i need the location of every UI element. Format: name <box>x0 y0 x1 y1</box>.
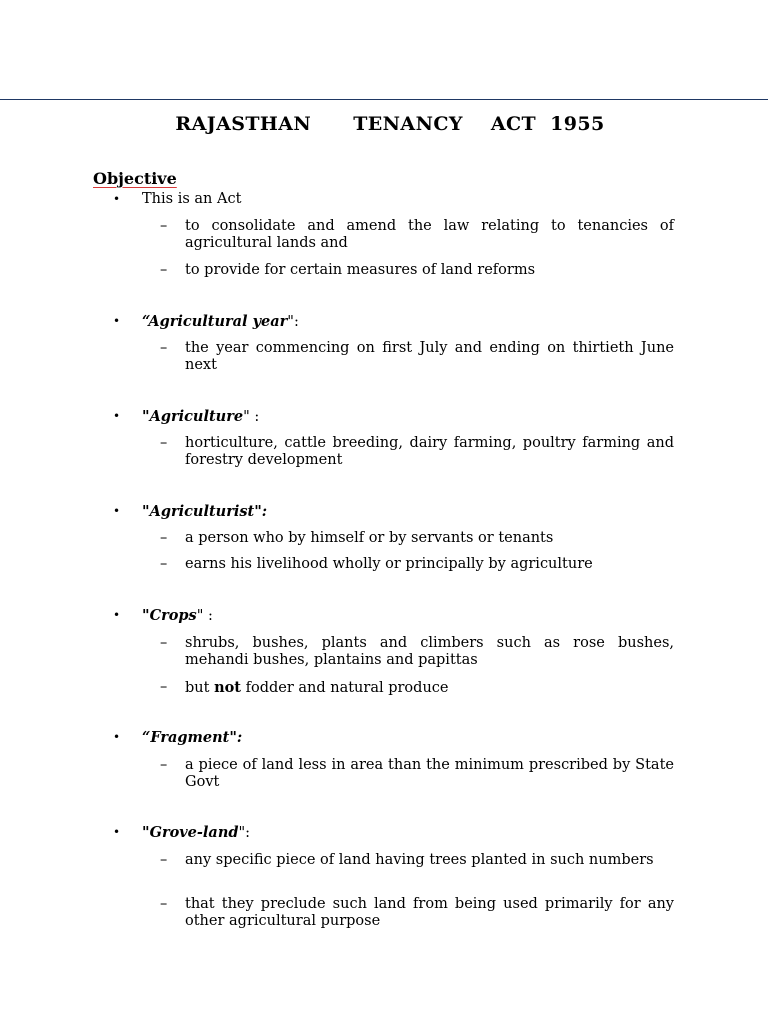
point-text-bold: not <box>214 679 241 696</box>
dash-icon: – <box>160 896 168 912</box>
definition-point-text: a piece of land less in area than the minimum prescribed by State Govt <box>185 757 674 790</box>
dash-icon: – <box>160 340 168 356</box>
bullet-icon: • <box>113 192 121 206</box>
term-open-quote: " <box>142 503 150 520</box>
point-text-after: fodder and natural produce <box>240 680 449 696</box>
term-open-quote: “ <box>142 729 151 746</box>
dash-icon: – <box>160 852 168 868</box>
dash-icon: – <box>160 530 168 546</box>
point-text-before: but <box>185 680 215 696</box>
definition-point-text: horticulture, cattle breeding, dairy farming, poultry farming and forestry development <box>185 435 674 468</box>
term-open-quote: " <box>142 607 150 624</box>
term-name: Fragment <box>150 729 230 746</box>
term-open-quote: “ <box>142 313 149 330</box>
document-title: RAJASTHAN TENANCY ACT 1955 <box>175 113 605 135</box>
term-close: ": <box>229 729 243 746</box>
bullet-icon: • <box>113 730 121 744</box>
dash-icon: – <box>160 757 168 773</box>
objective-heading: Objective <box>93 169 177 188</box>
definition-point-text: any specific piece of land having trees planted in such numbers <box>185 852 654 868</box>
term-name: Agricultural year <box>148 313 288 330</box>
dash-icon: – <box>160 635 168 651</box>
term-name: Grove-land <box>149 824 239 841</box>
term-close: ": <box>254 503 268 520</box>
bullet-icon: • <box>113 825 121 839</box>
term-close: ": <box>287 314 299 330</box>
term-open-quote: " <box>142 824 150 841</box>
term-close: " : <box>196 608 213 624</box>
definition-term <box>142 729 242 747</box>
bullet-icon: • <box>113 504 121 518</box>
term-name: Agriculture <box>149 408 244 425</box>
definition-point-text: that they preclude such land from being used primarily for any other agricultural purpose <box>185 896 674 929</box>
definition-term <box>142 607 213 625</box>
intro-point-text: to consolidate and amend the law relating to tenancies of agricultural lands and <box>185 218 674 251</box>
term-name: Crops <box>149 607 197 624</box>
bullet-icon: • <box>113 409 121 423</box>
intro-text: This is an Act <box>142 191 242 207</box>
term-open-quote: " <box>142 408 150 425</box>
definition-term <box>142 313 299 331</box>
definition-point-text: earns his livelihood wholly or principally by agriculture <box>185 556 593 572</box>
definition-point-text: shrubs, bushes, plants and climbers such as rose bushes, mehandi bushes, plantains and papittas <box>185 635 674 668</box>
header-rule <box>0 99 768 100</box>
dash-icon: – <box>160 556 168 572</box>
term-close: " : <box>243 409 260 425</box>
definition-point-text: a person who by himself or by servants or tenants <box>185 530 554 546</box>
bullet-icon: • <box>113 314 121 328</box>
dash-icon: – <box>160 679 168 695</box>
definition-term <box>142 824 250 842</box>
definition-point-text <box>185 679 674 697</box>
intro-point-text: to provide for certain measures of land reforms <box>185 262 536 278</box>
dash-icon: – <box>160 218 168 234</box>
dash-icon: – <box>160 435 168 451</box>
definition-term <box>142 408 259 426</box>
term-close: ": <box>238 825 251 841</box>
dash-icon: – <box>160 262 168 278</box>
definition-term <box>142 503 267 521</box>
definition-point-text: the year commencing on first July and ending on thirtieth June next <box>185 340 674 373</box>
bullet-icon: • <box>113 608 121 622</box>
term-name: Agriculturist <box>149 503 255 520</box>
